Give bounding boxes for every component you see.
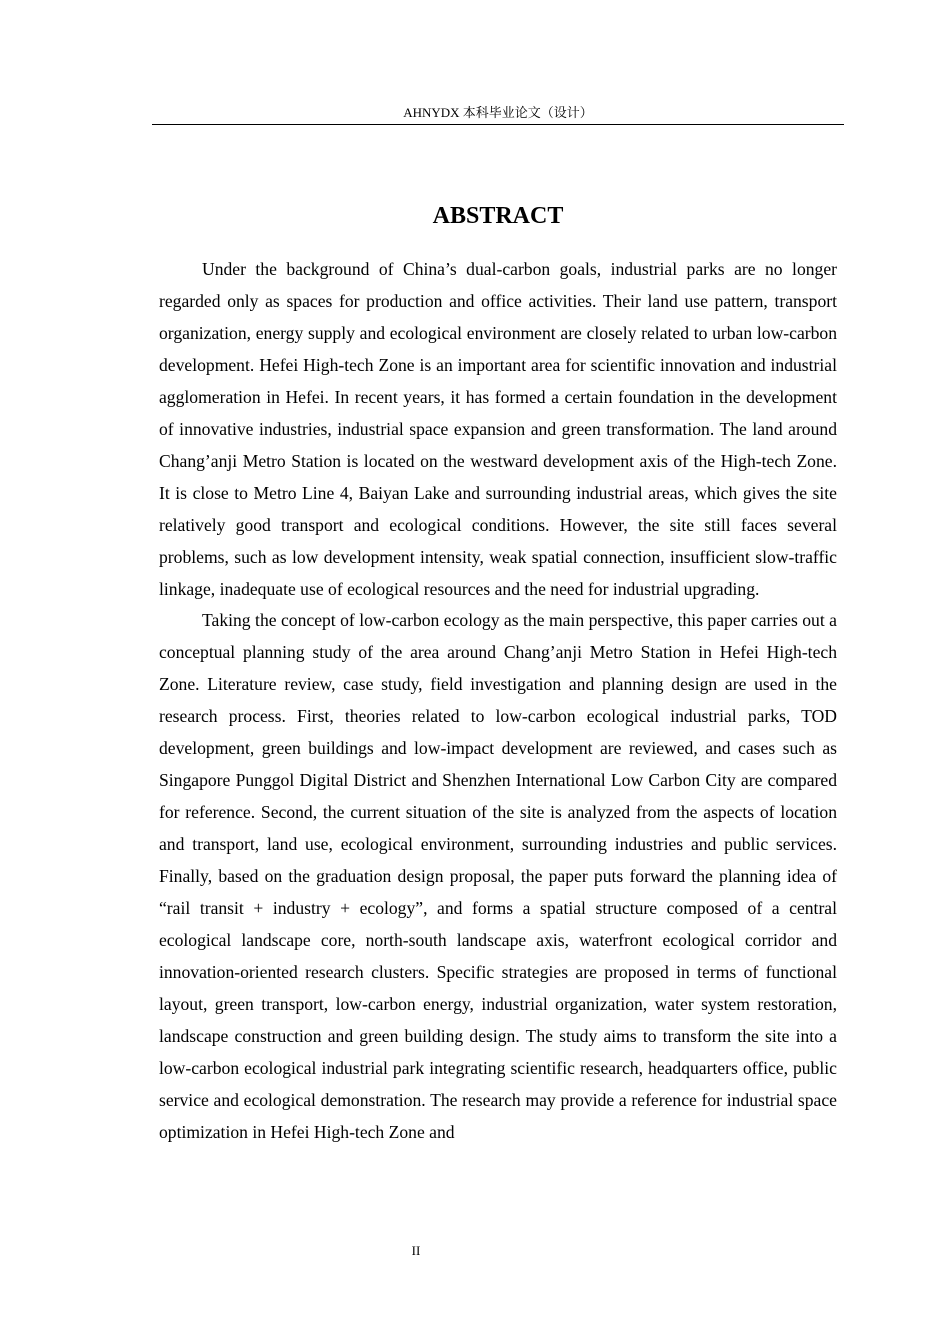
abstract-title: ABSTRACT: [432, 203, 564, 229]
abstract-body: [159, 254, 837, 1149]
abstract-paragraph: Under the background of China’s dual-carbon goals, industrial parks are no longer regarded only as spaces for production and office activities. Their land use pattern, transport organization, energy supply and ecological environment are closely related to urban low-carbon development. Hefei High-tech Zone is an important area for scientific innovation and industrial agglomeration in Hefei. In recent years, it has formed a certain foundation in the development of innovative industries, industrial space expansion and green transformation. The land around Chang’anji Metro Station is located on the westward development axis of the High-tech Zone. It is close to Metro Line 4, Baiyan Lake and surrounding industrial areas, which gives the site relatively good transport and ecological conditions. However, the site still faces several problems, such as low development intensity, weak spatial connection, insufficient slow-traffic linkage, inadequate use of ecological resources and the need for industrial upgrading.: [159, 259, 837, 599]
abstract-paragraph: Taking the concept of low-carbon ecology as the main perspective, this paper carries out a conceptual planning study of the area around Chang’anji Metro Station in Hefei High-tech Zone. Literature review, case study, field investigation and planning design are used in the research process. First, theories related to low-carbon ecological industrial parks, TOD development, green buildings and low-impact development are reviewed, and cases such as Singapore Punggol Digital District and Shenzhen International Low Carbon City are compared for reference. Second, the current situation of the site is analyzed from the aspects of location and transport, land use, ecological environment, surrounding industries and public services. Finally, based on the graduation design proposal, the paper puts forward the planning idea of “rail transit + industry + ecology”, and forms a spatial structure composed of a central ecological landscape core, north-south landscape axis, waterfront ecological corridor and innovation-oriented research clusters. Specific strategies are proposed in terms of functional layout, green transport, low-carbon energy, industrial organization, water system restoration, landscape construction and green building design. The study aims to transform the site into a low-carbon ecological industrial park integrating scientific research, headquarters office, public service and ecological demonstration. The research may provide a reference for industrial space optimization in Hefei High-tech Zone and: [159, 610, 837, 1142]
page-number: II: [411, 1243, 421, 1258]
running-header: [152, 104, 844, 125]
running-header-text: AHNYDX 本科毕业论文（设计）: [403, 105, 593, 120]
